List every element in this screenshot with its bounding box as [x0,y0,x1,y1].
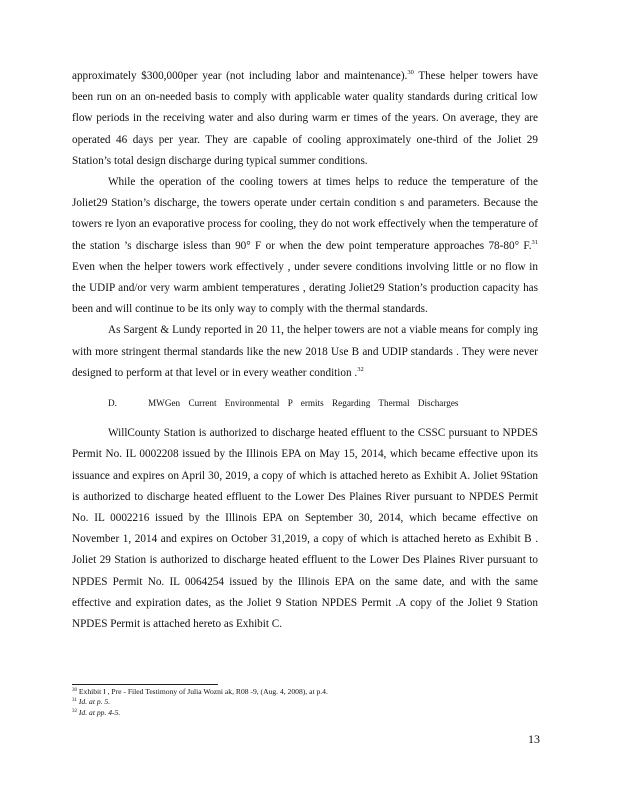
paragraph-cost-text: approximately $300,000per year (not including labor and maintenance). [72,70,408,82]
paragraph-permits-text: WillCounty Station is authorized to discharge heated effluent to the CSSC pursuant to NPDES Permit No. IL 0002208 issued by the Illinois EPA on May 15, 2014, which became effective upon its issuance and expires on April 30, 2019, a copy of which is attached hereto as Exhibit A. Joliet 9Station is authorized to discharge heated effluent to the Lower Des Plaines River pursuant to NPDES Permit No. IL 0002216 issued by the Illinois EPA on September 30, 2014, which became effective on November 1, 2014 and expires on October 31,2019, a copy of which is attached hereto as Exhibit B . Joliet 29 Station is authorized to discharge heated effluent to the Lower Des Plaines River pursuant to NPDES Permit No. IL 0064254 issued by the Illinois EPA on the same date, and with the same effective and expiration dates, as the Joliet 9 Station NPDES Permit .A copy of the Joliet 9 Station NPDES Permit is attached hereto as Exhibit C. [72,427,538,631]
page-number: 13 [528,732,540,746]
paragraph-operation [72,172,538,320]
section-letter: D. [108,398,117,409]
section-title: MWGen Current Environmental P ermits Regarding Thermal Discharges [148,398,459,409]
paragraph-permits [72,423,538,635]
footnote-mark: 31 [72,698,77,704]
paragraph-operation-text-continued: Even when the helper towers work effectively , under severe conditions involving little or no flow in the UDIP and/or very warm ambient temperatures , derating Joliet29 Station’s production capacity has been and will continue to be its only way to comply with the thermal standards. [72,260,538,316]
paragraph-sargent-lundy-text: As Sargent & Lundy reported in 20 11, the helper towers are not a viable means for comply ing with more stringent thermal standards like the new 2018 Use B and UDIP standards . They were never designed to perform at that level or in every weather condition . [72,324,538,379]
footnote-mark: 30 [72,688,77,693]
footnote-text: Exhibit I , Pre - Filed Testimony of Julia Wozni ak, R08 -9, (Aug. 4, 2008), at p.4. [78,687,328,696]
section-heading [72,384,538,423]
footnote [72,687,538,697]
footnotes [72,687,538,718]
paragraph-cost [72,66,538,172]
footnote [72,697,538,707]
footnote-text: Id. at p. 5. [78,697,111,707]
footnote-mark: 32 [72,708,77,714]
body-text [72,66,538,635]
paragraph-cost-text-continued: These helper towers have been run on an on-needed basis to comply with applicable water quality standards during critical low flow periods in the receiving water and also during warm er times of the years. On average, they are operated 46 days per year. They are capable of cooling approximately one-third of the Joliet 29 Station’s total design discharge during typical summer conditions. [72,70,538,167]
footnote-divider [72,684,218,685]
footnote-ref-31[interactable]: 31 [531,238,538,246]
paragraph-sargent-lundy [72,320,538,384]
footnote-text: Id. at pp. 4-5. [78,707,121,717]
footnote [72,708,538,718]
paragraph-operation-text: While the operation of the cooling towers at times helps to reduce the temperature of the Joliet29 Station’s discharge, the towers operate under certain condition s and parameters. Because the towers re lyon an evaporative process for cooling, they do not work effectively when the temperature of the station ’s discharge isless than 90° F or when the dew point temperature approaches 78-80° F. [72,176,538,252]
footnote-ref-32[interactable]: 32 [357,365,364,373]
footnote-ref-30[interactable]: 30 [407,69,414,76]
